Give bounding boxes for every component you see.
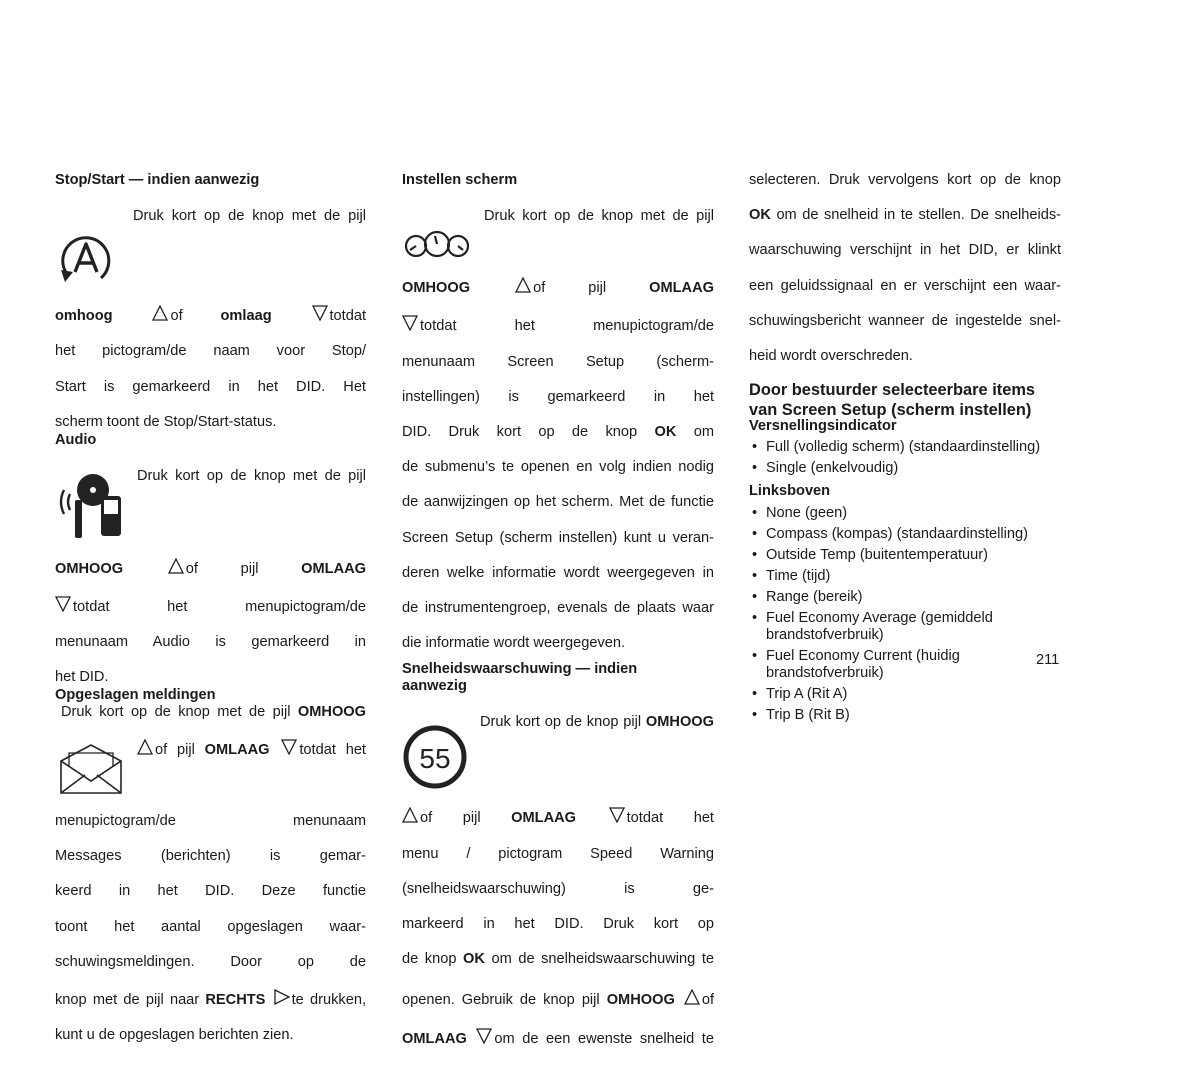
list-item: • Trip B (Rit B)	[749, 707, 1061, 724]
topleft-list	[749, 505, 1061, 724]
paragraph: Messages (berichten) is gemar-	[55, 848, 366, 865]
paragraph: de submenu’s te openen en volg indien nodig	[402, 459, 714, 476]
list-item: • Outside Temp (buitentemperatuur)	[749, 547, 1061, 564]
paragraph: OK om de snelheid in te stellen. De snelheids-	[749, 207, 1061, 224]
paragraph: DID. Druk kort op de knop OK om	[402, 423, 714, 440]
section-heading-audio: Audio	[55, 432, 97, 449]
paragraph: totdat het menupictogram/de	[55, 596, 366, 634]
section-heading-screen: Instellen scherm	[402, 172, 518, 188]
paragraph: die informatie wordt weergegeven.	[402, 635, 626, 652]
list-item: • None (geen)	[749, 505, 1061, 522]
paragraph: knop met de pijl naar RECHTS te drukken,	[55, 989, 366, 1027]
speed-limit-value: 55	[419, 742, 451, 774]
paragraph: menunaam Audio is gemarkeerd in	[55, 633, 366, 650]
list-item: • Compass (kompas) (standaardinstelling)	[749, 526, 1061, 543]
paragraph: schuwingsmeldingen. Door op de	[55, 953, 366, 970]
paragraph: Druk kort op de knop met de pijl	[137, 467, 366, 484]
paragraph: Start is gemarkeerd in het DID. Het	[55, 378, 366, 395]
paragraph: (snelheidswaarschuwing) is ge-	[402, 880, 714, 897]
paragraph: selecteren. Druk vervolgens kort op de knop	[749, 172, 1061, 188]
paragraph: of pijl OMLAAG totdat het	[402, 807, 714, 845]
paragraph: menunaam Screen Setup (scherm-	[402, 353, 714, 370]
paragraph: Screen Setup (scherm instellen) kunt u veran-	[402, 529, 714, 546]
list-item: • Fuel Economy Current (huidig brandstofverbruik)	[749, 648, 986, 682]
paragraph: waarschuwing verschijnt in het DID, er klinkt	[749, 242, 1061, 259]
arrow-down-icon	[281, 739, 297, 755]
page-number: 211	[1036, 652, 1060, 668]
section-heading-speed-cont: aanwezig	[402, 678, 467, 695]
paragraph: Druk kort op de knop met de pijl OMHOOG	[61, 704, 366, 721]
list-item: • Time (tijd)	[749, 568, 1061, 585]
paragraph: kunt u de opgeslagen berichten zien.	[55, 1027, 294, 1044]
section-heading-speed: Snelheidswaarschuwing — indien	[402, 660, 638, 677]
list-item: • Full (volledig scherm) (standaardinstelling)	[749, 439, 1061, 456]
arrow-up-icon	[152, 305, 168, 321]
paragraph: Druk kort op de knop met de pijl	[133, 207, 366, 224]
paragraph: openen. Gebruik de knop pijl OMHOOG of	[402, 989, 714, 1027]
section-heading-topleft: Linksboven	[749, 483, 831, 500]
column-2	[402, 172, 714, 1066]
section-title-cont: van Screen Setup (scherm instellen)	[749, 400, 1032, 419]
paragraph: markeerd in het DID. Druk kort op	[402, 916, 714, 932]
arrow-up-icon	[684, 989, 700, 1005]
section-heading-stopstart: Stop/Start — indien aanwezig	[55, 172, 260, 188]
gear-list	[749, 439, 1061, 477]
audio-icon	[55, 468, 125, 540]
section-heading-messages: Opgeslagen meldingen	[55, 686, 216, 703]
paragraph: totdat het menupictogram/de	[402, 315, 714, 353]
paragraph: een geluidssignaal en er verschijnt een waar-	[749, 277, 1061, 294]
arrow-down-icon	[402, 315, 418, 331]
paragraph: OMHOOG of pijl OMLAAG	[55, 558, 366, 596]
paragraph: Druk kort op de knop met de pijl	[484, 207, 714, 224]
list-item: • Trip A (Rit A)	[749, 686, 1061, 703]
list-item: • Single (enkelvoudig)	[749, 460, 1061, 477]
paragraph: omhoog of omlaag totdat	[55, 305, 366, 343]
speed-limit-icon	[402, 724, 468, 790]
arrow-up-icon	[137, 739, 153, 755]
arrow-up-icon	[402, 807, 418, 823]
arrow-right-icon	[274, 989, 290, 1005]
paragraph: de knop OK om de snelheidswaarschuwing te	[402, 951, 715, 968]
list-item: • Fuel Economy Average (gemiddeld brandstofverbruik)	[749, 610, 1016, 644]
paragraph: de instrumentengroep, evenals de plaats waar	[402, 599, 714, 616]
paragraph: of pijl OMLAAG totdat het	[55, 739, 366, 813]
paragraph: OMLAAG om de een ewenste snelheid te	[402, 1028, 714, 1066]
arrow-up-icon	[168, 558, 184, 574]
paragraph: scherm toont de Stop/Start-status.	[55, 413, 277, 430]
list-item: • Range (bereik)	[749, 589, 1061, 606]
arrow-down-icon	[312, 305, 328, 321]
paragraph: toont het aantal opgeslagen waar-	[55, 918, 366, 935]
paragraph: OMHOOG of pijl OMLAAG	[402, 277, 714, 315]
paragraph: heid wordt overschreden.	[749, 347, 913, 364]
paragraph: instellingen) is gemarkeerd in het	[402, 388, 714, 405]
gauges-icon	[404, 230, 470, 260]
paragraph: menu / pictogram Speed Warning	[402, 845, 714, 862]
arrow-down-icon	[55, 596, 71, 612]
section-heading-gear: Versnellingsindicator	[749, 417, 897, 434]
paragraph: schuwingsbericht wanneer de ingestelde snel-	[749, 312, 1061, 329]
paragraph: menupictogram/de menunaam	[55, 813, 366, 830]
paragraph: het pictogram/de naam voor Stop/	[55, 343, 366, 360]
paragraph: het DID.	[55, 669, 109, 686]
paragraph: de aanwijzingen op het scherm. Met de functie	[402, 494, 714, 511]
paragraph: keerd in het DID. Deze functie	[55, 883, 366, 900]
arrow-down-icon	[609, 807, 625, 823]
column-3	[749, 172, 1061, 728]
paragraph: deren welke informatie wordt weergegeven in	[402, 564, 714, 581]
arrow-up-icon	[515, 277, 531, 293]
envelope-icon	[59, 743, 123, 795]
paragraph: Druk kort op de knop pijl OMHOOG	[480, 713, 714, 730]
stop-start-icon	[57, 232, 115, 288]
column-1	[55, 172, 366, 1045]
section-title: Door bestuurder selecteerbare items	[749, 380, 1036, 399]
arrow-down-icon	[476, 1028, 492, 1044]
